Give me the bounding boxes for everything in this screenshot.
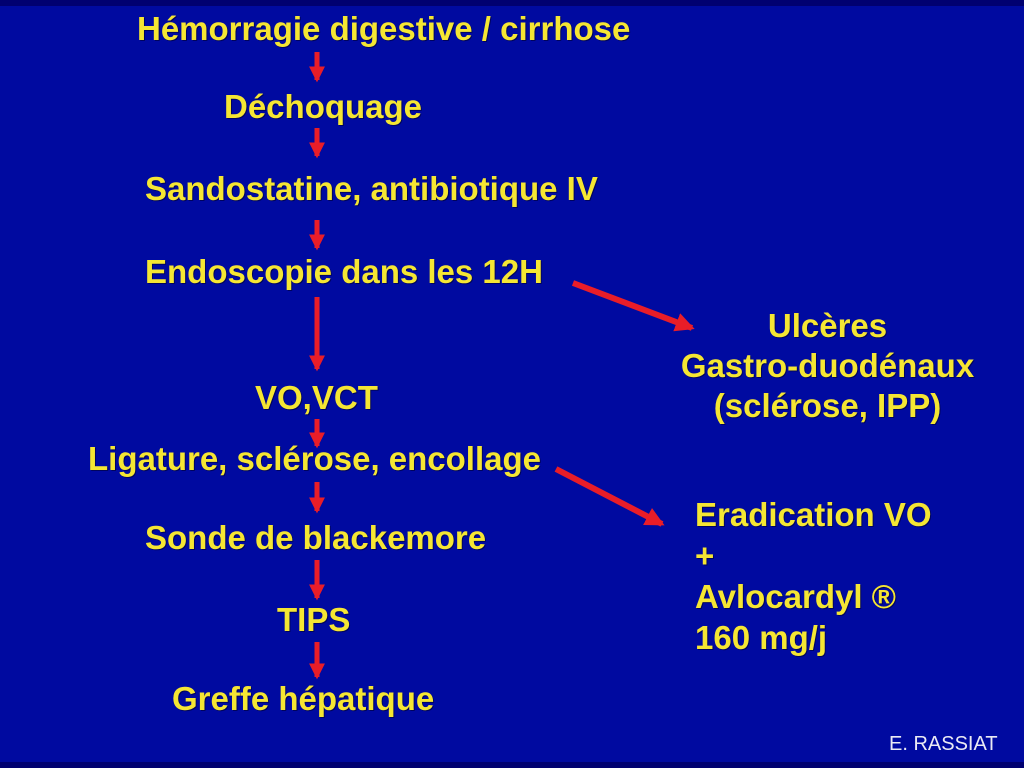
node-sonde: Sonde de blackemore [145,519,487,556]
branch-eradication [695,494,932,658]
node-dechoquage: Déchoquage [224,88,423,125]
node-vovct: VO,VCT [255,379,378,416]
node-tips: TIPS [277,601,351,638]
node-greffe: Greffe hépatique [172,680,435,717]
branch-eradication-line-1: Eradication VO [695,496,932,533]
node-ligature: Ligature, sclérose, encollage [88,440,542,477]
branch-ulceres-line-3: (sclérose, IPP) [713,387,942,424]
slide-top-edge [0,0,1024,6]
arrow-ligature-to-eradication [556,469,662,524]
node-sandostatine: Sandostatine, antibiotique IV [145,170,598,207]
branch-eradication-line-2: + [695,537,715,574]
branch-eradication-line-3: Avlocardyl ® [695,578,896,615]
slide-bottom-edge [0,762,1024,768]
branch-ulceres [655,306,1000,426]
branch-ulceres-line-2: Gastro-duodénaux [680,347,975,384]
credit-author: E. RASSIAT [889,733,998,755]
node-hemorragie: Hémorragie digestive / cirrhose [137,10,631,47]
branch-eradication-line-4: 160 mg/j [695,619,828,656]
branch-ulceres-line-1: Ulcères [767,307,888,344]
node-endoscopie: Endoscopie dans les 12H [145,253,543,290]
